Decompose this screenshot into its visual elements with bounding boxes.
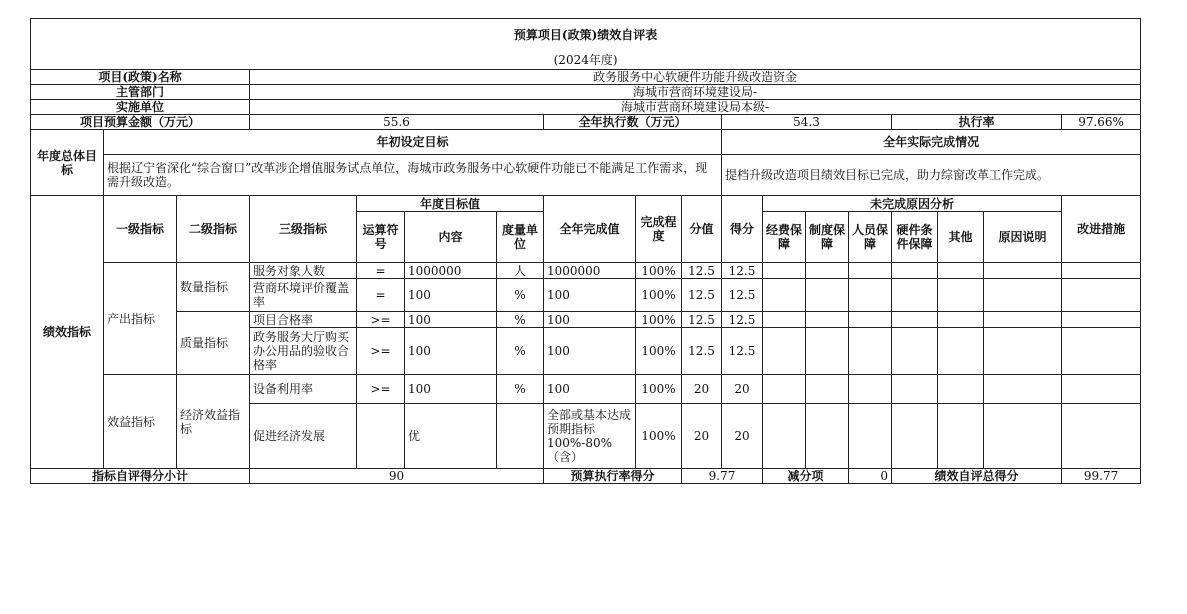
table-row: 项目合格率 bbox=[250, 312, 357, 328]
empty-cell bbox=[806, 328, 849, 375]
empty-cell bbox=[763, 312, 806, 328]
row-content: 优 bbox=[405, 404, 497, 469]
empty-cell bbox=[849, 404, 892, 469]
total-label: 绩效自评总得分 bbox=[892, 469, 1062, 484]
subtotal-label: 指标自评得分小计 bbox=[31, 469, 250, 484]
row-content: 100 bbox=[405, 328, 497, 375]
row-completion: 100% bbox=[636, 375, 682, 404]
empty-cell bbox=[938, 404, 984, 469]
empty-cell bbox=[984, 312, 1062, 328]
row-unit: % bbox=[497, 328, 544, 375]
rate-value: 97.66% bbox=[1062, 115, 1141, 130]
empty-cell bbox=[892, 263, 938, 279]
row-content: 100 bbox=[405, 375, 497, 404]
row-value: 1000000 bbox=[544, 263, 636, 279]
empty-cell bbox=[763, 263, 806, 279]
unit-value: 海城市营商环境建设局本级- bbox=[250, 100, 1141, 115]
empty-cell bbox=[984, 404, 1062, 469]
row-completion: 100% bbox=[636, 404, 682, 469]
row-unit: % bbox=[497, 312, 544, 328]
performance-table bbox=[30, 18, 1141, 484]
table-row: 促进经济发展 bbox=[250, 404, 357, 469]
empty-cell bbox=[849, 312, 892, 328]
empty-cell bbox=[984, 328, 1062, 375]
row-score: 20 bbox=[682, 404, 722, 469]
empty-cell bbox=[938, 263, 984, 279]
header-other: 其他 bbox=[938, 212, 984, 263]
empty-cell bbox=[892, 312, 938, 328]
row-completion: 100% bbox=[636, 279, 682, 312]
deduct-value: 0 bbox=[849, 469, 892, 484]
header-reason-desc: 原因说明 bbox=[984, 212, 1062, 263]
exec-score-label: 预算执行率得分 bbox=[544, 469, 682, 484]
group-quantity: 数量指标 bbox=[177, 263, 250, 312]
empty-cell bbox=[849, 263, 892, 279]
empty-cell bbox=[938, 312, 984, 328]
row-completion: 100% bbox=[636, 263, 682, 279]
row-unit bbox=[497, 404, 544, 469]
empty-cell bbox=[849, 328, 892, 375]
row-score: 12.5 bbox=[682, 263, 722, 279]
header-level2: 二级指标 bbox=[177, 196, 250, 263]
row-operator: >= bbox=[357, 312, 405, 328]
row-unit: % bbox=[497, 375, 544, 404]
exec-value: 54.3 bbox=[722, 115, 892, 130]
empty-cell bbox=[763, 404, 806, 469]
empty-cell bbox=[984, 279, 1062, 312]
header-staff: 人员保障 bbox=[849, 212, 892, 263]
header-got: 得分 bbox=[722, 196, 763, 263]
row-got: 12.5 bbox=[722, 312, 763, 328]
row-got: 12.5 bbox=[722, 263, 763, 279]
budget-label: 项目预算金额（万元） bbox=[31, 115, 250, 130]
row-got: 12.5 bbox=[722, 279, 763, 312]
dept-label: 主管部门 bbox=[31, 85, 250, 100]
actual-header: 全年实际完成情况 bbox=[722, 130, 1141, 155]
row-got: 12.5 bbox=[722, 328, 763, 375]
row-unit: % bbox=[497, 279, 544, 312]
row-content: 100 bbox=[405, 279, 497, 312]
page-title: 预算项目(政策)绩效自评表 bbox=[31, 19, 1141, 52]
row-score: 12.5 bbox=[682, 312, 722, 328]
row-score: 12.5 bbox=[682, 328, 722, 375]
empty-cell bbox=[1062, 375, 1141, 404]
empty-cell bbox=[1062, 279, 1141, 312]
actual-text: 提档升级改造项目绩效目标已完成，助力综窗改革工作完成。 bbox=[722, 155, 1141, 196]
initial-goal-text: 根据辽宁省深化“综合窗口”改革涉企增值服务试点单位，海城市政务服务中心软硬件功能已不能满足工作需求，现需升级改造。 bbox=[104, 155, 722, 196]
project-name-value: 政务服务中心软硬件功能升级改造资金 bbox=[250, 70, 1141, 85]
subtotal-value: 90 bbox=[250, 469, 544, 484]
empty-cell bbox=[938, 328, 984, 375]
empty-cell bbox=[1062, 312, 1141, 328]
empty-cell bbox=[806, 279, 849, 312]
header-level1: 一级指标 bbox=[104, 196, 177, 263]
empty-cell bbox=[1062, 263, 1141, 279]
empty-cell bbox=[806, 375, 849, 404]
row-score: 20 bbox=[682, 375, 722, 404]
empty-cell bbox=[1062, 328, 1141, 375]
indicator-section-label: 绩效指标 bbox=[31, 196, 104, 469]
year-subtitle: (2024年度) bbox=[31, 51, 1141, 70]
table-row: 政务服务大厅购买办公用品的验收合格率 bbox=[250, 328, 357, 375]
dept-value: 海城市营商环境建设局- bbox=[250, 85, 1141, 100]
table-row: 服务对象人数 bbox=[250, 263, 357, 279]
table-row: 设备利用率 bbox=[250, 375, 357, 404]
empty-cell bbox=[763, 279, 806, 312]
empty-cell bbox=[806, 404, 849, 469]
header-funding: 经费保障 bbox=[763, 212, 806, 263]
table-row: 营商环境评价覆盖率 bbox=[250, 279, 357, 312]
empty-cell bbox=[1062, 404, 1141, 469]
exec-label: 全年执行数（万元） bbox=[544, 115, 722, 130]
empty-cell bbox=[763, 375, 806, 404]
group-benefit: 效益指标 bbox=[104, 375, 177, 469]
row-value: 100 bbox=[544, 279, 636, 312]
exec-score-value: 9.77 bbox=[682, 469, 763, 484]
header-target-group: 年度目标值 bbox=[357, 196, 544, 212]
group-output: 产出指标 bbox=[104, 263, 177, 375]
row-value: 100 bbox=[544, 328, 636, 375]
empty-cell bbox=[892, 279, 938, 312]
row-content: 1000000 bbox=[405, 263, 497, 279]
rate-label: 执行率 bbox=[892, 115, 1062, 130]
header-system: 制度保障 bbox=[806, 212, 849, 263]
row-completion: 100% bbox=[636, 312, 682, 328]
initial-goal-header: 年初设定目标 bbox=[104, 130, 722, 155]
empty-cell bbox=[984, 263, 1062, 279]
row-content: 100 bbox=[405, 312, 497, 328]
header-reason-group: 未完成原因分析 bbox=[763, 196, 1062, 212]
header-level3: 三级指标 bbox=[250, 196, 357, 263]
row-score: 12.5 bbox=[682, 279, 722, 312]
empty-cell bbox=[938, 375, 984, 404]
annual-goal-label: 年度总体目标 bbox=[31, 130, 104, 196]
empty-cell bbox=[938, 279, 984, 312]
group-economic: 经济效益指标 bbox=[177, 375, 250, 469]
empty-cell bbox=[892, 375, 938, 404]
row-operator: >= bbox=[357, 375, 405, 404]
header-full-year-value: 全年完成值 bbox=[544, 196, 636, 263]
project-name-label: 项目(政策)名称 bbox=[31, 70, 250, 85]
row-value: 100 bbox=[544, 312, 636, 328]
row-operator bbox=[357, 404, 405, 469]
header-operator: 运算符号 bbox=[357, 212, 405, 263]
header-score: 分值 bbox=[682, 196, 722, 263]
row-value: 100 bbox=[544, 375, 636, 404]
row-value: 全部或基本达成预期指标100%-80%（含） bbox=[544, 404, 636, 469]
group-quality: 质量指标 bbox=[177, 312, 250, 375]
row-got: 20 bbox=[722, 375, 763, 404]
row-operator: >= bbox=[357, 328, 405, 375]
header-hardware: 硬件条件保障 bbox=[892, 212, 938, 263]
empty-cell bbox=[892, 328, 938, 375]
unit-label: 实施单位 bbox=[31, 100, 250, 115]
empty-cell bbox=[984, 375, 1062, 404]
row-operator: = bbox=[357, 279, 405, 312]
empty-cell bbox=[806, 312, 849, 328]
empty-cell bbox=[806, 263, 849, 279]
empty-cell bbox=[849, 375, 892, 404]
row-got: 20 bbox=[722, 404, 763, 469]
row-completion: 100% bbox=[636, 328, 682, 375]
total-value: 99.77 bbox=[1062, 469, 1141, 484]
header-content: 内容 bbox=[405, 212, 497, 263]
header-improve: 改进措施 bbox=[1062, 196, 1141, 263]
header-completion: 完成程度 bbox=[636, 196, 682, 263]
empty-cell bbox=[892, 404, 938, 469]
empty-cell bbox=[849, 279, 892, 312]
header-measure-unit: 度量单位 bbox=[497, 212, 544, 263]
deduct-label: 减分项 bbox=[763, 469, 849, 484]
row-operator: = bbox=[357, 263, 405, 279]
budget-value: 55.6 bbox=[250, 115, 544, 130]
row-unit: 人 bbox=[497, 263, 544, 279]
empty-cell bbox=[763, 328, 806, 375]
